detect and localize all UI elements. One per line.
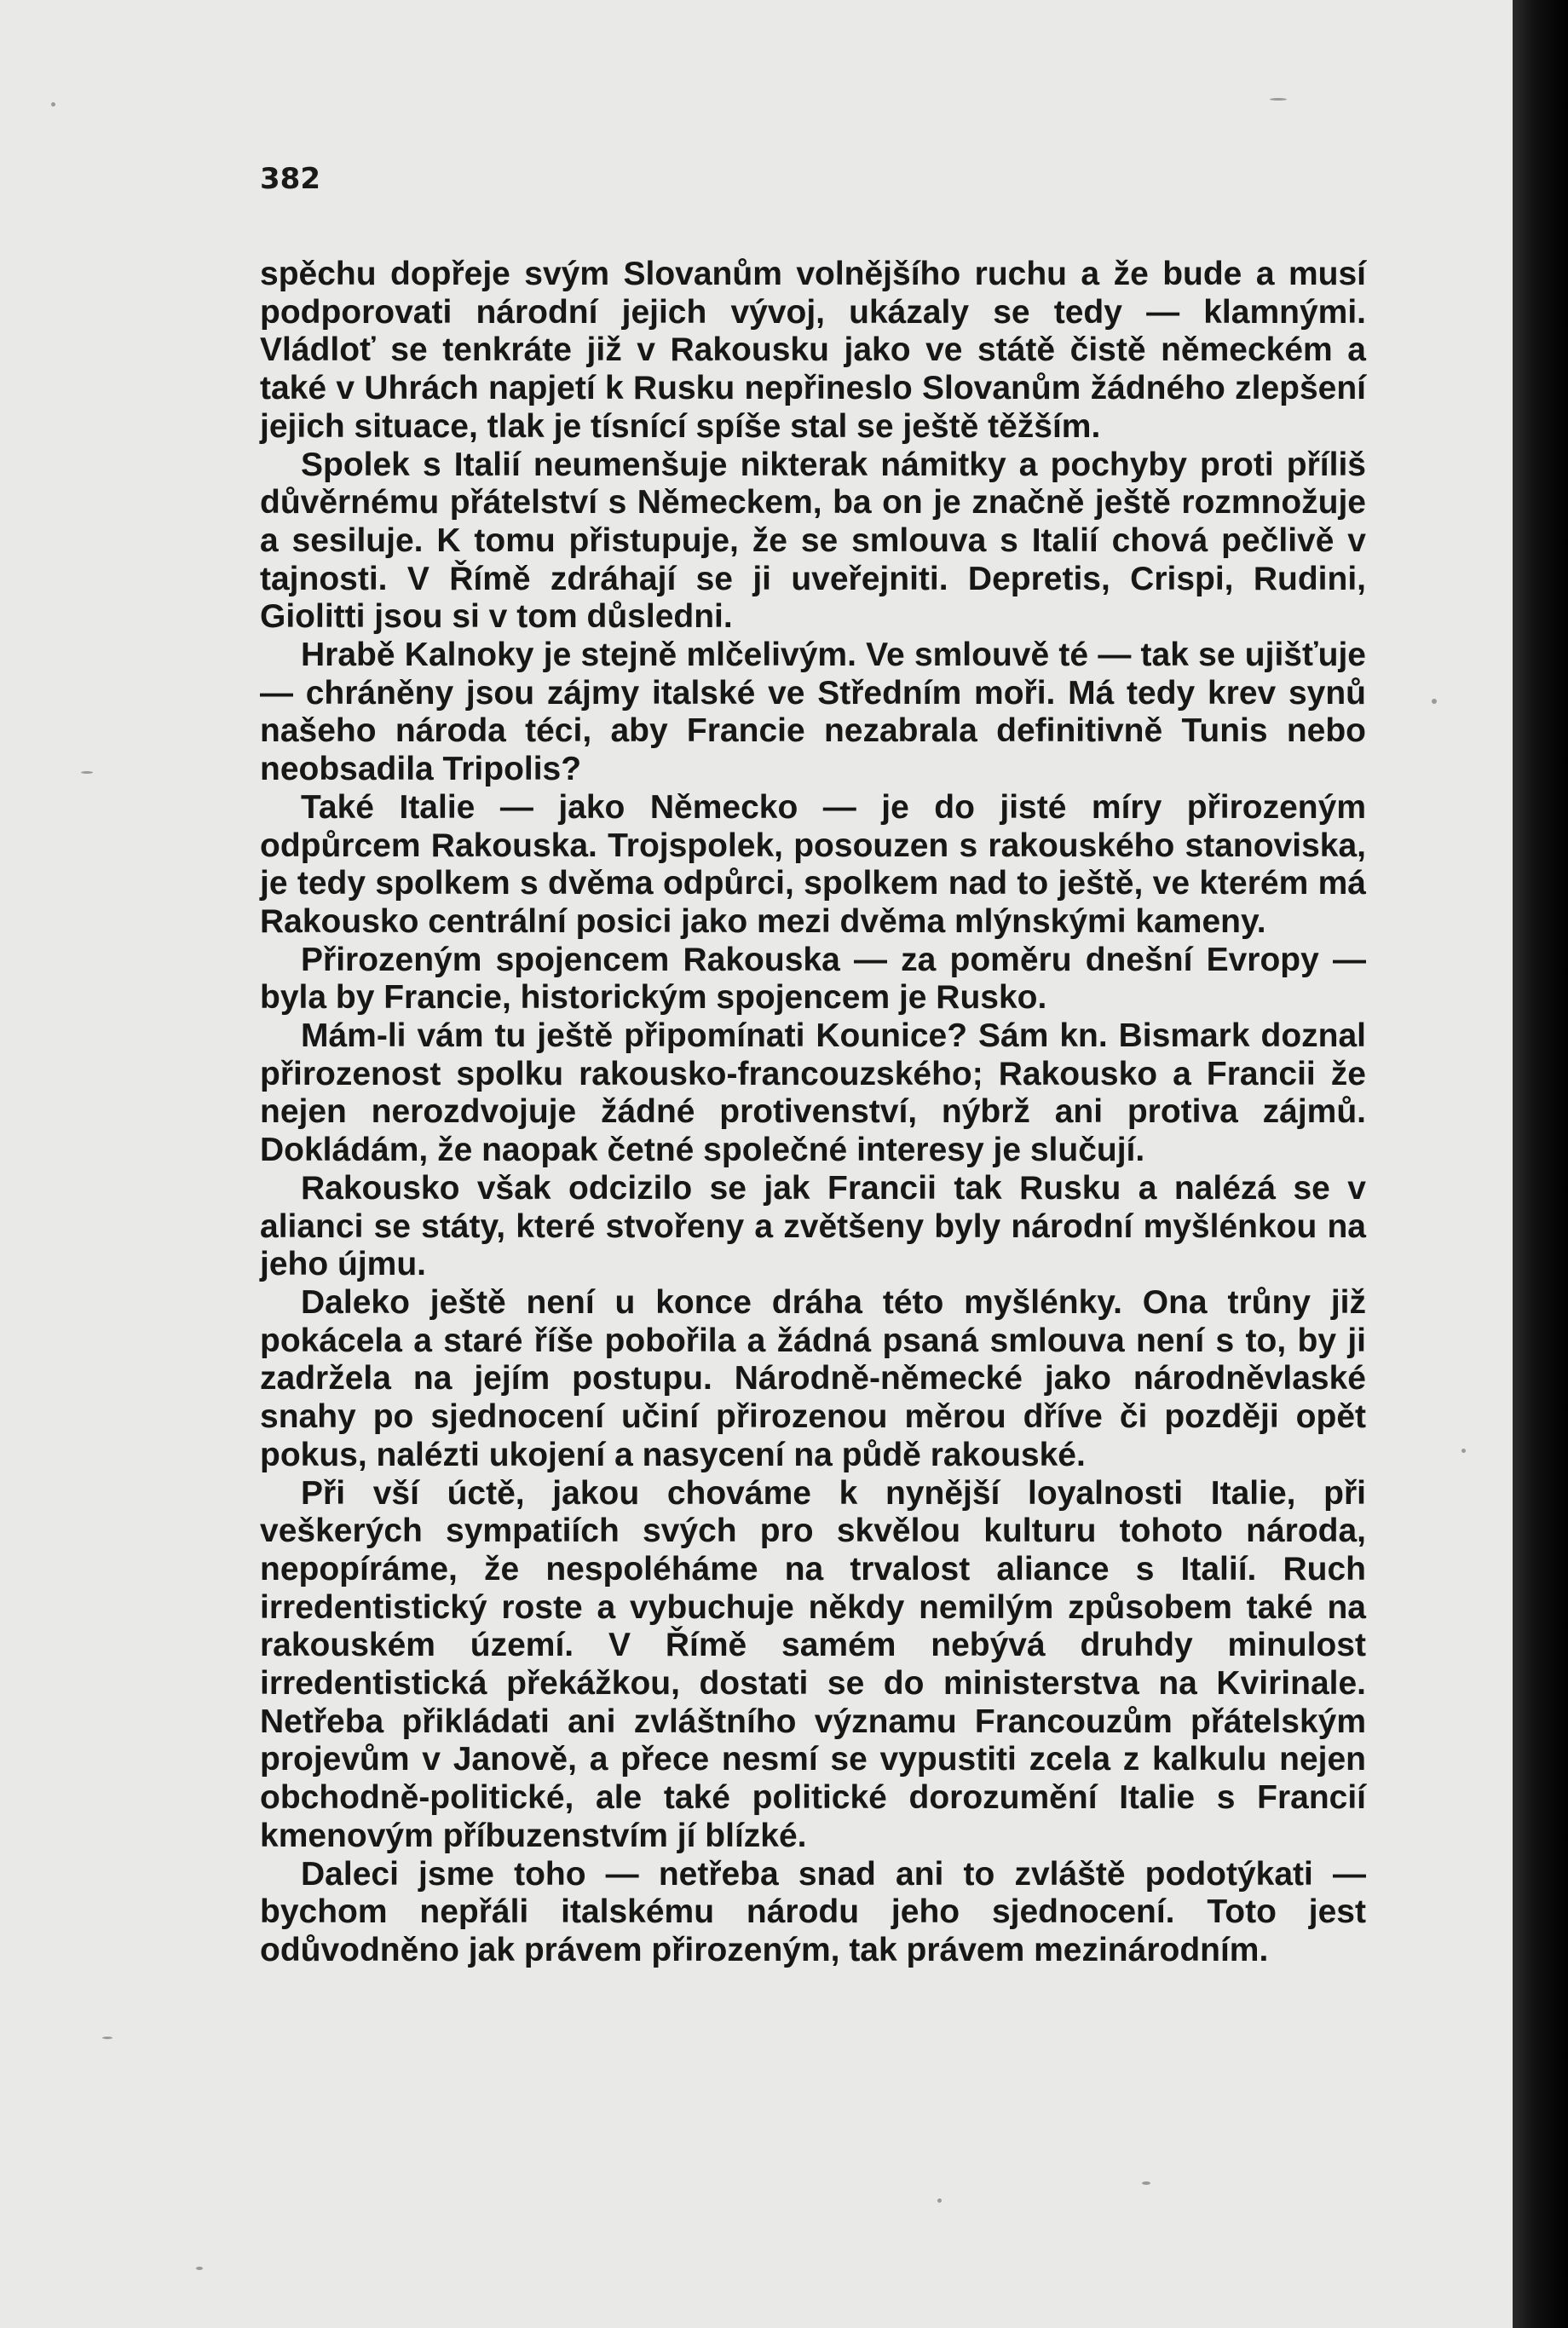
paragraph-5: Přirozeným spojencem Rakouska — za poměru dnešní Evropy — byla by Francie, historickým spojencem je Rusko. <box>260 941 1366 1017</box>
paper-speck <box>937 2198 942 2203</box>
page-edge-shadow <box>1513 0 1568 2328</box>
paragraph-10: Daleci jsme toho — netřeba snad ani to zvláště podotýkati — bychom nepřáli italskému národu jeho sjednocení. Toto jest odůvodněno jak právem přirozeným, tak právem mezinárodním. <box>260 1855 1366 1968</box>
paper-speck <box>1142 2181 1150 2185</box>
paper-speck <box>196 2267 203 2270</box>
paragraph-1: spěchu dopřeje svým Slovanům volnějšího ruchu a že bude a musí podporovati národní jejich vývoj, ukázaly se tedy — klamnými. Vládloť se tenkráte již v Rakousku jako ve státě čistě německém a také v Uhrách napjetí k Rusku nepřineslo Slovanům žádného zlepšení jejich situace, tlak je tísnící spíše stal se ještě těžším. <box>260 256 1366 445</box>
paragraph-6: Mám-li vám tu ještě připomínati Kounice? Sám kn. Bismark doznal přirozenost spolku rakousko-francouzského; Rakousko a Francii že nejen nerozdvojuje žádné protivenství, nýbrž ani protiva zájmů. Dokládám, že naopak četné společné interesy je slučují. <box>260 1017 1366 1169</box>
paper-speck <box>81 771 93 774</box>
paper-speck <box>51 102 55 107</box>
paragraph-3: Hrabě Kalnoky je stejně mlčelivým. Ve smlouvě té — tak se ujišťuje — chráněny jsou zájmy italské ve Středním moři. Má tedy krev synů našeho národa téci, aby Francie nezabrala definitivně Tunis nebo neobsadila Tripolis? <box>260 637 1366 788</box>
paper-speck <box>1270 98 1287 101</box>
paper-speck <box>102 2037 112 2039</box>
paragraph-2: Spolek s Italií neumenšuje nikterak námitky a pochyby proti příliš důvěrnému přátelství s Německem, ba on je značně ještě rozmnožuje a sesiluje. K tomu přistupuje, že se smlouva s Italií chová pečlivě v tajnosti. V Římě zdráhají se ji uveřejniti. Depretis, Crispi, Rudini, Giolitti jsou si v tom důsledni. <box>260 446 1366 636</box>
paragraph-4: Také Italie — jako Německo — je do jisté míry přirozeným odpůrcem Rakouska. Trojspolek, posouzen s rakouského stanoviska, je tedy spolkem s dvěma odpůrci, spolkem nad to ještě, ve kterém má Rakousko centrální posici jako mezi dvěma mlýnskými kameny. <box>260 788 1366 940</box>
paragraph-8: Daleko ještě není u konce dráha této myšlénky. Ona trůny již pokácela a staré říše pobořila a žádná psaná smlouva není s to, by ji zadržela na jejím postupu. Národně-německé jako národněvlaské snahy po sjednocení učiní přirozenou měrou dříve či později opět pokus, nalézti ukojení a nasycení na půdě rakouské. <box>260 1283 1366 1473</box>
page-number: 382 <box>260 162 320 196</box>
paragraph-7: Rakousko však odcizilo se jak Francii tak Rusku a nalézá se v alianci se státy, které stvořeny a zvětšeny byly národní myšlénkou na jeho újmu. <box>260 1169 1366 1283</box>
body-text <box>260 256 1366 1970</box>
paragraph-9: Při vší úctě, jakou chováme k nynější loyalnosti Italie, při veškerých sympatiích svých pro skvělou kulturu tohoto národa, nepopíráme, že nespoléháme na trvalost aliance s Italií. Ruch irredentistický roste a vybuchuje někdy nemilým způsobem také na rakouském území. V Římě samém nebývá druhdy minulost irredentistická překážkou, dostati se do ministerstva na Kvirinale. Netřeba přikládati ani zvláštního významu Francouzům přátelským projevům v Janově, a přece nesmí se vypustiti zcela z kalkulu nejen obchodně-politické, ale také politické dorozumění Italie s Francií kmenovým příbuzenstvím jí blízké. <box>260 1474 1366 1854</box>
paper-speck <box>1461 1449 1466 1453</box>
paper-speck <box>1432 699 1437 704</box>
